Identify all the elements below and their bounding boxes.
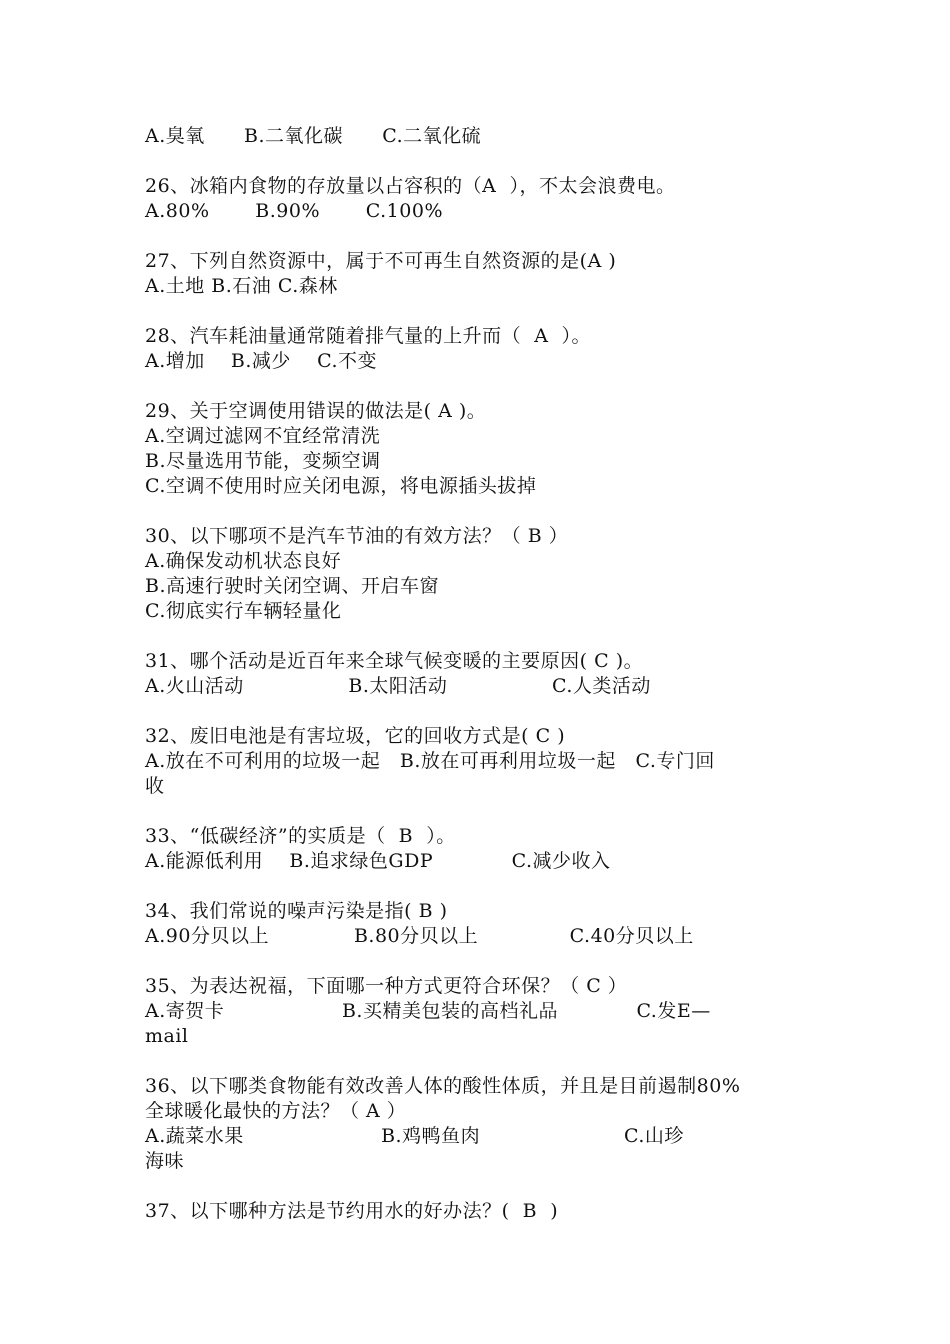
- q33-options: A.能源低利用 B.追求绿色GDP C.减少收入: [145, 850, 611, 872]
- q28-options: A.增加 B.减少 C.不变: [145, 350, 377, 372]
- q34-question: 34、我们常说的噪声污染是指( B ): [145, 900, 448, 922]
- q30-option-a: A.确保发动机状态良好: [145, 550, 342, 572]
- q29-option-a: A.空调过滤网不宜经常清洗: [145, 425, 381, 447]
- q35-question: 35、为表达祝福，下面哪一种方式更符合环保？（ C ）: [145, 975, 628, 997]
- q37-question: 37、以下哪种方法是节约用水的好办法？( B ): [145, 1200, 559, 1222]
- q26-options: A.80% B.90% C.100%: [145, 200, 443, 222]
- q35-options: A.寄贺卡 B.买精美包装的高档礼品 C.发E—: [145, 1000, 711, 1022]
- q30-option-b: B.高速行驶时关闭空调、开启车窗: [145, 575, 440, 597]
- q29-option-b: B.尽量选用节能，变频空调: [145, 450, 381, 472]
- q32-options-wrap: 收: [145, 775, 165, 797]
- q28-question: 28、汽车耗油量通常随着排气量的上升而（ A ）。: [145, 325, 592, 347]
- q31-question: 31、哪个活动是近百年来全球气候变暖的主要原因( C )。: [145, 650, 644, 672]
- q36-question-wrap: 全球暖化最快的方法？（ A ）: [145, 1100, 407, 1122]
- q34-options: A.90分贝以上 B.80分贝以上 C.40分贝以上: [145, 925, 694, 947]
- q32-options: A.放在不可利用的垃圾一起 B.放在可再利用垃圾一起 C.专门回: [145, 750, 715, 772]
- q29-option-c: C.空调不使用时应关闭电源，将电源插头拔掉: [145, 475, 537, 497]
- q36-options: A.蔬菜水果 B.鸡鸭鱼肉 C.山珍: [145, 1125, 684, 1147]
- q29-question: 29、关于空调使用错误的做法是( A )。: [145, 400, 487, 422]
- q33-question: 33、“低碳经济”的实质是（ B ）。: [145, 825, 456, 847]
- q26-question: 26、冰箱内食物的存放量以占容积的（A ），不太会浪费电。: [145, 175, 676, 197]
- q36-question: 36、以下哪类食物能有效改善人体的酸性体质，并且是目前遏制80%: [145, 1075, 741, 1097]
- q36-options-wrap: 海味: [145, 1150, 185, 1172]
- q35-options-wrap: mail: [145, 1025, 189, 1047]
- q30-option-c: C.彻底实行车辆轻量化: [145, 600, 342, 622]
- q32-question: 32、废旧电池是有害垃圾，它的回收方式是( C ): [145, 725, 566, 747]
- q27-question: 27、下列自然资源中，属于不可再生自然资源的是(A ): [145, 250, 617, 272]
- q30-question: 30、以下哪项不是汽车节油的有效方法？（ B ）: [145, 525, 569, 547]
- q27-options: A.土地 B.石油 C.森林: [145, 275, 338, 297]
- q31-options: A.火山活动 B.太阳活动 C.人类活动: [145, 675, 651, 697]
- q25-options: A.臭氧 B.二氧化碳 C.二氧化硫: [145, 125, 482, 147]
